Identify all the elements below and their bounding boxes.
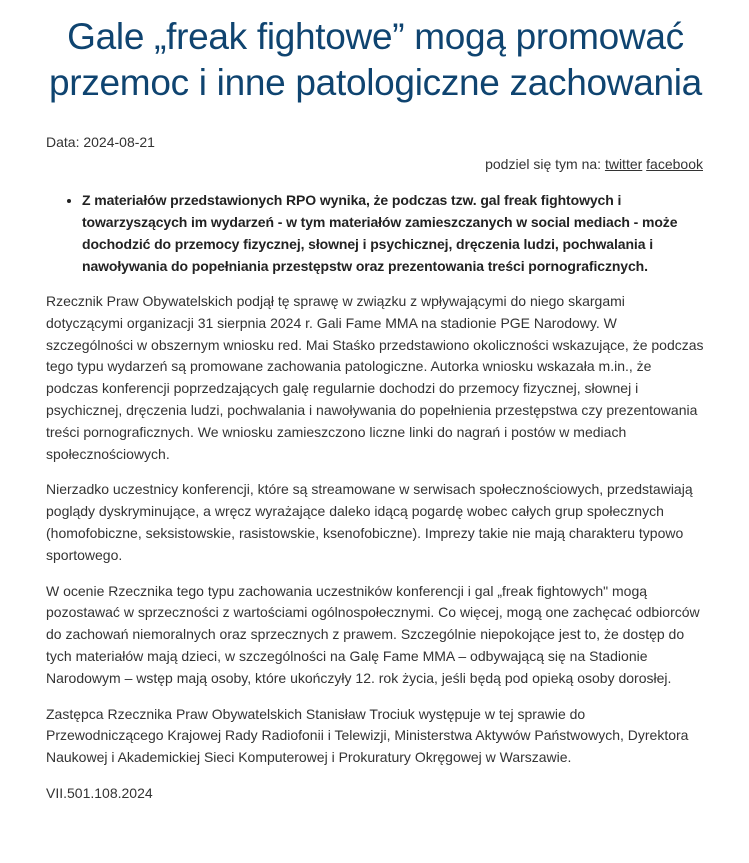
share-bar [46, 154, 705, 174]
page-title: Gale „freak fightowe” mogą promować przemoc i inne patologiczne zachowania [49, 16, 702, 103]
lead-bullet: • Z materiałów przedstawionych RPO wynika, że podczas tzw. gal freak fightowych i towarzyszących im wydarzeń - w tym materiałów zamieszczanych w social mediach - może dochodzić do przemocy fizycznej, słownej i psychicznej, dręczenia ludzi, pochwalania i nawoływania do popełniania przestępstw oraz prezentowania treści pornograficznych. [82, 189, 705, 277]
share-facebook-link[interactable]: facebook [646, 156, 703, 172]
date-value: 2024-08-21 [83, 134, 155, 150]
body-paragraph: Zastępca Rzecznika Praw Obywatelskich Stanisław Trociuk występuje w tej sprawie do Przewodniczącego Krajowej Rady Radiofonii i Telewizji, Ministerstwa Aktywów Państwowych, Dyrektora Naukowej i Akademickiej Sieci Komputerowej i Prokuratury Okręgowej w Warszawie. [46, 705, 689, 766]
date-label: Data: [46, 134, 84, 150]
publication-date [46, 132, 705, 152]
body-paragraph: W ocenie Rzecznika tego typu zachowania uczestników konferencji i gal „freak fightowych" mogą pozostawać w sprzeczności z wartościami ogólnospołecznymi. Co więcej, mogą one zachęcać odbiorców do zachowań niemoralnych oraz sprzecznych z prawem. Szczególnie niepokojące jest to, że dostęp do tych materiałów mają dzieci, w szczególności na Galę Fame MMA – odbywającą się na Stadionie Narodowym – wstęp mają osoby, które ukończyły 12. rok życia, jeśli będą pod opieką osoby dorosłej. [46, 582, 700, 686]
body-paragraph: Nierzadko uczestnicy konferencji, które są streamowane w serwisach społecznościowych, przedstawiają poglądy dyskryminujące, a wręcz wyrażające daleko idącą pogardę wobec całych grup społecznych (homofobiczne, seksistowskie, rasistowskie, ksenofobiczne). Imprezy takie nie mają charakteru typowo sportowego. [46, 481, 693, 563]
share-label: podziel się tym na: [485, 156, 605, 172]
body-paragraph: Rzecznik Praw Obywatelskich podjął tę sprawę w związku z wpływającymi do niego skargami dotyczącymi organizacji 31 sierpnia 2024 r. Gali Fame MMA na stadionie PGE Narodowy. W szczególności w obszernym wniosku red. Mai Staśko przedstawiono okoliczności wskazujące, że podczas tego typu wydarzeń są promowane zachowania patologiczne. Autorka wniosku wskazała m.in., że podczas konferencji poprzedzających galę regularnie dochodzi do przemocy fizycznej, słownej i psychicznej, dręczenia ludzi, pochwalania i nawoływania do popełnienia przestępstwa czy prezentowania treści pornograficznych. We wniosku zamieszczono liczne linki do nagrań i postów w mediach społecznościowych. [46, 293, 704, 462]
case-reference-number: VII.501.108.2024 [46, 784, 153, 801]
share-twitter-link[interactable]: twitter [604, 156, 643, 172]
lead-summary-list [46, 189, 705, 277]
